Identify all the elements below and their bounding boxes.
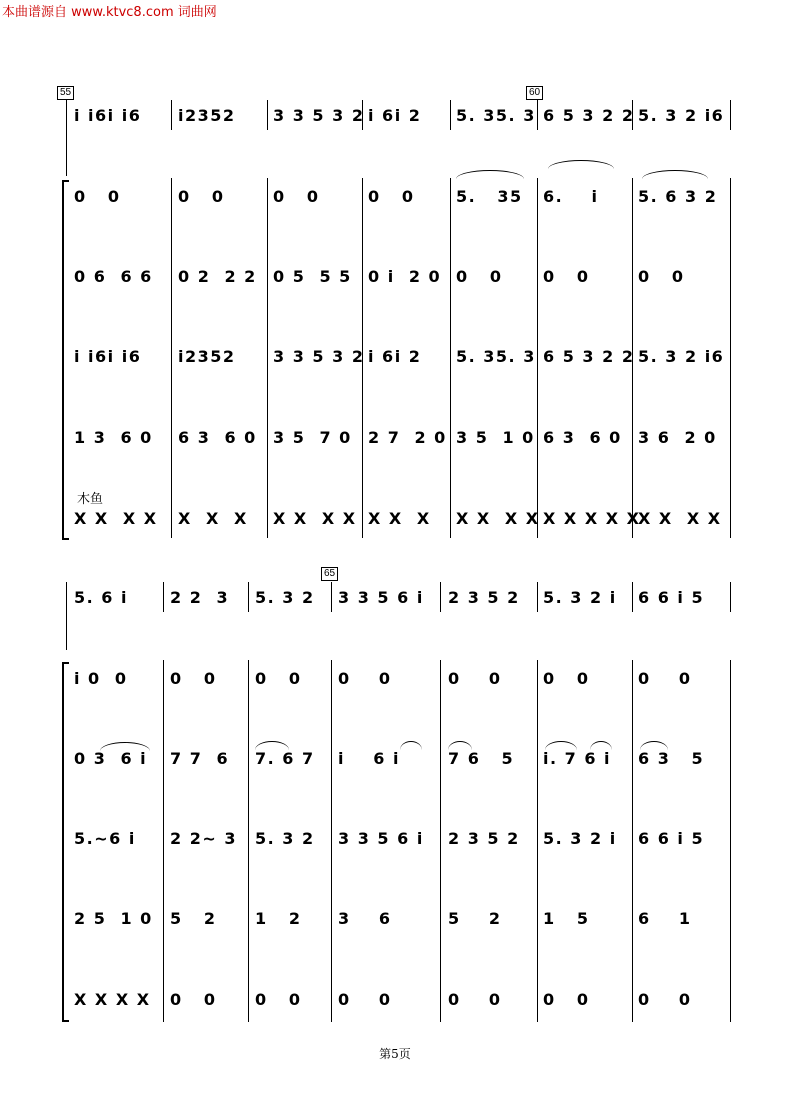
measure-notes: i 6 i: [338, 749, 400, 768]
measure-notes: 0 0: [338, 990, 392, 1009]
page-number: 第5页: [379, 1047, 411, 1061]
barline: [450, 100, 451, 130]
measure-notes: 6. i: [543, 187, 599, 206]
measure-notes: 0 0: [255, 669, 302, 688]
measure-notes: 7. 6 7: [255, 749, 315, 768]
measure-notes: X X X X X: [543, 509, 641, 528]
barline: [171, 100, 172, 130]
barline: [163, 660, 164, 1022]
measure-notes: 0 i 2 0: [368, 267, 442, 286]
barline: [450, 178, 451, 538]
measure-notes: 3 3 5 3 2: [273, 347, 365, 366]
measure-notes: 0 3 6 i: [74, 749, 148, 768]
barline: [730, 100, 731, 130]
measure-notes: i2352: [178, 347, 236, 366]
measure-notes: i 6i 2: [368, 347, 422, 366]
rehearsal-mark-60: 60: [526, 86, 543, 100]
measure-notes: 5. 3 2 i6: [638, 347, 725, 366]
measure-notes: X X X: [178, 509, 248, 528]
measure-notes: 5. 35. 3: [456, 347, 536, 366]
melody-barline-left: [66, 582, 67, 650]
measure-notes: 6 3 6 0: [178, 428, 257, 447]
measure-notes: 1 2: [255, 909, 302, 928]
barline: [730, 178, 731, 538]
barline: [537, 100, 538, 130]
measure-notes: 0 0: [543, 669, 590, 688]
measure-notes: 6 5 3 2 2: [543, 106, 635, 125]
measure-notes: 5. 3 2: [255, 588, 315, 607]
measure-notes: 2 2~ 3: [170, 829, 237, 848]
measure-notes: X X X: [368, 509, 431, 528]
measure-notes: 5. 3 2 i: [543, 829, 617, 848]
measure-notes: 7 6 5: [448, 749, 515, 768]
measure-notes: 0 0: [74, 187, 121, 206]
barline: [537, 660, 538, 1022]
barline: [248, 582, 249, 612]
measure-notes: 6 3 5: [638, 749, 705, 768]
measure-notes: 3 6: [338, 909, 392, 928]
measure-notes: i 0 0: [74, 669, 128, 688]
measure-notes: i. 7 6 i: [543, 749, 612, 768]
system-brace: [62, 180, 64, 540]
measure-notes: 0 0: [448, 669, 502, 688]
measure-notes: i i6i i6: [74, 106, 142, 125]
barline: [248, 660, 249, 1022]
measure-notes: 3 3 5 3 2: [273, 106, 365, 125]
measure-notes: 6 5 3 2 2: [543, 347, 635, 366]
slur-mark: [456, 170, 524, 179]
measure-notes: 1 5: [543, 909, 590, 928]
measure-notes: 3 3 5 6 i: [338, 588, 424, 607]
measure-notes: 2 3 5 2: [448, 829, 520, 848]
measure-notes: 0 0: [448, 990, 502, 1009]
measure-notes: 0 5 5 5: [273, 267, 352, 286]
melody-barline-left: [66, 96, 67, 176]
slur-mark: [642, 170, 708, 179]
barline: [632, 660, 633, 1022]
measure-notes: 2 5 1 0: [74, 909, 153, 928]
measure-notes: 5 2: [170, 909, 217, 928]
measure-notes: X X X X: [638, 509, 722, 528]
barline: [632, 582, 633, 612]
measure-notes: 0 0: [273, 187, 320, 206]
slur-mark: [400, 741, 422, 750]
measure-notes: i2352: [178, 106, 236, 125]
measure-notes: 0 0: [178, 187, 225, 206]
measure-notes: 7 7 6: [170, 749, 230, 768]
rehearsal-mark-65: 65: [321, 567, 338, 581]
measure-notes: 5. 6 3 2: [638, 187, 718, 206]
source-header: 本曲谱源自 www.ktvc8.com 词曲网: [2, 5, 217, 20]
measure-notes: 6 1: [638, 909, 692, 928]
measure-notes: 0 0: [638, 669, 692, 688]
measure-notes: 0 0: [368, 187, 415, 206]
wooden-fish-label: 木鱼: [77, 492, 104, 507]
measure-notes: X X X X: [456, 509, 540, 528]
measure-notes: X X X X: [74, 990, 151, 1009]
barline: [730, 582, 731, 612]
measure-notes: 3 6 2 0: [638, 428, 717, 447]
barline: [730, 660, 731, 1022]
measure-notes: 5. 3 2 i6: [638, 106, 725, 125]
measure-notes: 0 0: [543, 267, 590, 286]
slur-mark: [548, 160, 614, 169]
rehearsal-mark-55: 55: [57, 86, 74, 100]
measure-notes: 3 5 1 0: [456, 428, 535, 447]
barline: [267, 178, 268, 538]
measure-notes: 5. 6 i: [74, 588, 128, 607]
measure-notes: 0 0: [543, 990, 590, 1009]
barline: [163, 582, 164, 612]
measure-notes: 6 6 i 5: [638, 829, 705, 848]
measure-notes: 0 0: [255, 990, 302, 1009]
barline: [171, 178, 172, 538]
measure-notes: X X X X: [273, 509, 357, 528]
measure-notes: i 6i 2: [368, 106, 422, 125]
measure-notes: 5. 35. 3: [456, 106, 536, 125]
measure-notes: 5 2: [448, 909, 502, 928]
barline: [440, 582, 441, 612]
barline: [331, 660, 332, 1022]
measure-notes: 0 0: [170, 669, 217, 688]
measure-notes: 2 2 3: [170, 588, 230, 607]
barline: [537, 582, 538, 612]
measure-notes: X X X X: [74, 509, 158, 528]
system-brace: [62, 662, 64, 1022]
measure-notes: 0 2 2 2: [178, 267, 257, 286]
measure-notes: 5.~6 i: [74, 829, 136, 848]
measure-notes: 2 3 5 2: [448, 588, 520, 607]
measure-notes: 0 0: [456, 267, 503, 286]
measure-notes: 3 5 7 0: [273, 428, 352, 447]
measure-notes: 0 0: [170, 990, 217, 1009]
barline: [537, 178, 538, 538]
measure-notes: 2 7 2 0: [368, 428, 447, 447]
measure-notes: 1 3 6 0: [74, 428, 153, 447]
measure-notes: 0 6 6 6: [74, 267, 153, 286]
measure-notes: 3 3 5 6 i: [338, 829, 424, 848]
measure-notes: 0 0: [338, 669, 392, 688]
measure-notes: 5. 3 2 i: [543, 588, 617, 607]
measure-notes: 6 3 6 0: [543, 428, 622, 447]
measure-notes: 5. 35: [456, 187, 523, 206]
measure-notes: i i6i i6: [74, 347, 142, 366]
barline: [331, 582, 332, 612]
measure-notes: 0 0: [638, 267, 685, 286]
barline: [267, 100, 268, 130]
measure-notes: 0 0: [638, 990, 692, 1009]
barline: [440, 660, 441, 1022]
measure-notes: 5. 3 2: [255, 829, 315, 848]
measure-notes: 6 6 i 5: [638, 588, 705, 607]
